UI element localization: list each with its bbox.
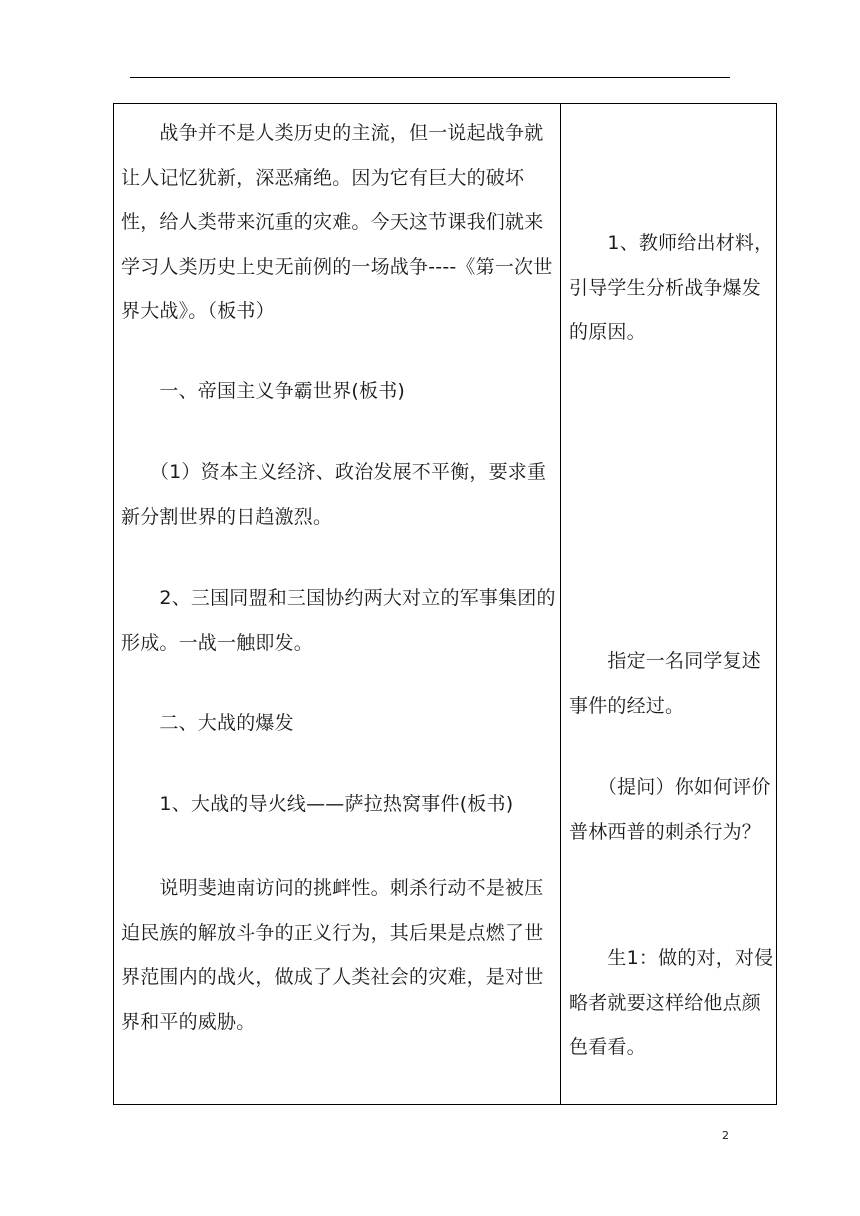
lesson-table: [113, 103, 777, 1105]
explanation-paragraph: 说明斐迪南访问的挑衅性。刺杀行动不是被压迫民族的解放斗争的正义行为，其后果是点燃了世界范围内的战火，做成了人类社会的灾难，是对世界和平的威胁。: [121, 877, 544, 1033]
point-one-paragraph: （1）资本主义经济、政治发展不平衡，要求重新分割世界的日趋激烈。: [121, 461, 547, 528]
header-rule: [130, 77, 730, 78]
student-answer-note: 生1：做的对，对侵略者就要这样给他点颜色看看。: [569, 947, 774, 1058]
section-heading-one: 一、帝国主义争霸世界(板书): [121, 380, 406, 402]
question-note: （提问）你如何评价普林西普的刺杀行为？: [569, 776, 771, 843]
section-heading-two: 二、大战的爆发: [121, 712, 294, 734]
assign-student-note: 指定一名同学复述事件的经过。: [569, 650, 762, 717]
point-two-paragraph: 2、三国同盟和三国协约两大对立的军事集团的形成。一战一触即发。: [121, 587, 556, 654]
teacher-note: 1、教师给出材料，引导学生分析战争爆发的原因。: [569, 232, 774, 343]
intro-paragraph: 战争并不是人类历史的主流，但一说起战争就让人记忆犹新，深恶痛绝。因为它有巨大的破坏性，给人类带来沉重的灾难。今天这节课我们就来学习人类历史上史无前例的一场战争----《第一次世界大战》。（板书）: [121, 122, 553, 322]
column-divider: [560, 104, 561, 1104]
sub-heading-fuse: 1、大战的导火线——萨拉热窝事件(板书): [121, 793, 514, 815]
page-number: 2: [722, 1129, 729, 1142]
